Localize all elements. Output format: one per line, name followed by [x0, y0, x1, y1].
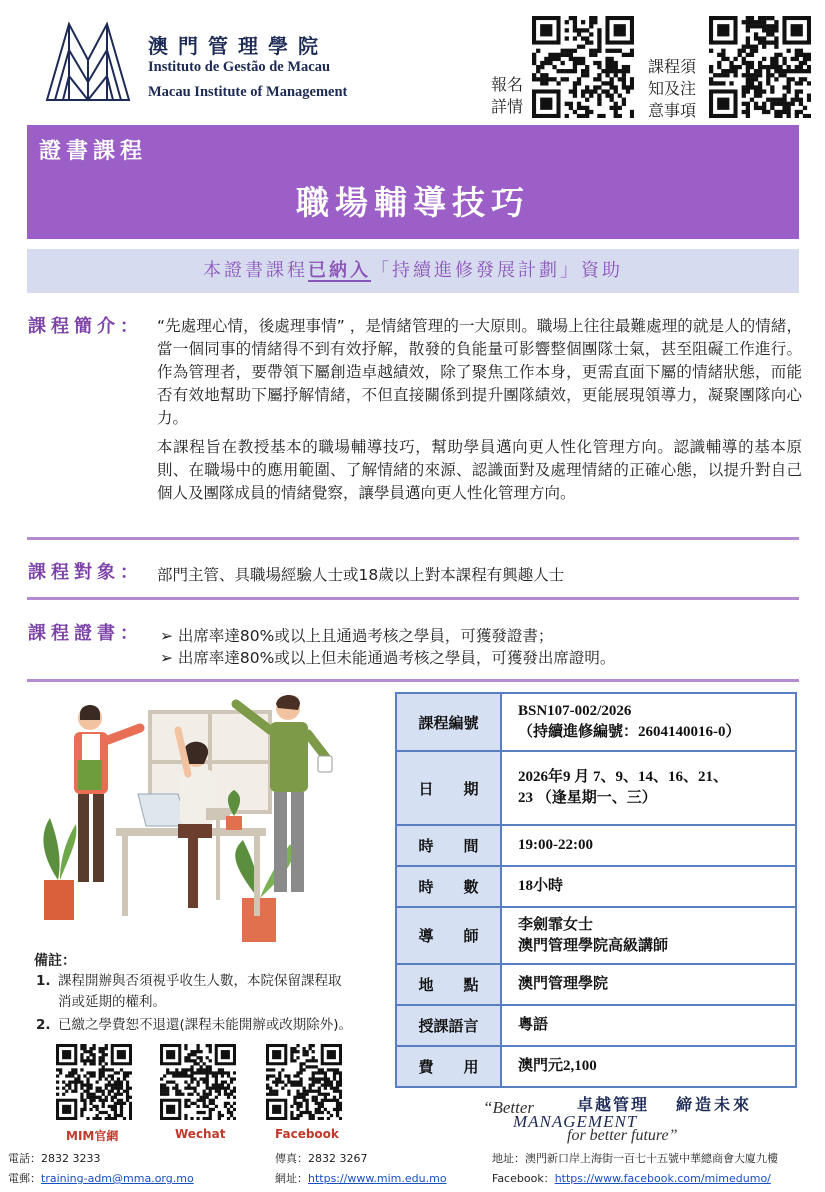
course-code-value: BSN107-002/2026 （持續進修編號：2604140016-0）: [501, 693, 796, 751]
table-row: [396, 866, 796, 907]
intro-label: 課程簡介：: [28, 316, 143, 337]
time-value: 19:00-22:00: [501, 825, 796, 866]
wechat-caption: Wechat: [175, 1127, 226, 1141]
facebook-qr-code-icon[interactable]: [266, 1044, 342, 1120]
footer-address: 地址：澳門新口岸上海街一百七十五號中華總商會大廈九樓: [492, 1152, 778, 1165]
language-key: 授課語言: [396, 1005, 501, 1046]
wechat-qr-code-icon[interactable]: [160, 1044, 236, 1120]
date-key: 日 期: [396, 751, 501, 825]
slogan-en-2: MANAGEMENT: [513, 1112, 638, 1131]
qr-notes-label: 課程須 知及注 意事項: [648, 57, 697, 120]
course-banner: [27, 125, 799, 239]
qr-register-label: 報名 詳情: [491, 75, 524, 116]
facebook-caption: Facebook: [275, 1127, 339, 1141]
course-title: 職場輔導技巧: [296, 183, 530, 222]
intro-paragraph-1: “先處理心情，後處理事情” ，是情緒管理的一大原則。職場上往往最難處理的就是人的情緒，當一個同事的情緒得不到有效抒解，散發的負能量可影響整個團隊士氣，甚至阻礙工作進行。作為管理者，要帶領下屬創造卓越績效，除了聚焦工作本身，更需直面下屬的情緒狀態，而能否有效地幫助下屬抒解情緒，不但直接關係到提升團隊績效，更能展現領導力，凝聚團隊向心力。: [157, 317, 802, 427]
venue-key: 地 點: [396, 964, 501, 1005]
note-item-2: 2. 已繳之學費恕不退還(課程未能開辦或改期除外)。: [36, 1017, 353, 1033]
slogan-zh-2: 締造未來: [676, 1095, 753, 1114]
funding-notice: 本證書課程已納入「持續進修發展計劃」資助: [27, 249, 799, 293]
footer-tel: 電話：2832 3233: [8, 1152, 101, 1165]
audience-label: 課程對象：: [28, 562, 143, 583]
footer-email: 電郵：training-adm@mma.org.mo: [8, 1172, 194, 1185]
section-divider: [27, 537, 799, 540]
slogan-en-1: “Better: [483, 1098, 534, 1117]
hours-value: 18小時: [501, 866, 796, 907]
hours-key: 時 數: [396, 866, 501, 907]
table-row: [396, 825, 796, 866]
register-qr-code-icon[interactable]: [532, 16, 634, 118]
footer-website: 網址：https://www.mim.edu.mo: [275, 1172, 447, 1185]
intro-paragraph-2: 本課程旨在教授基本的職場輔導技巧，幫助學員邁向更人性化管理方向。認識輔導的基本原則、在職場中的應用範圍、了解情緒的來源、認識面對及處理情緒的正確心態，以提升對自己個人及團隊成員的情緒覺察，讓學員邁向更人性化管理方向。: [157, 438, 802, 502]
table-row: [396, 693, 796, 751]
audience-text: 部門主管、具職場經驗人士或18歲以上對本課程有興趣人士: [157, 566, 565, 584]
section-divider: [27, 679, 799, 682]
footer-fax: 傳真：2832 3267: [275, 1152, 368, 1165]
certificate-label: 課程證書：: [28, 623, 143, 644]
table-row: [396, 964, 796, 1005]
org-name-pt: Instituto de Gestão de Macau: [148, 59, 331, 75]
office-team-illustration: [28, 690, 380, 955]
tutor-value: 李劍霏女士 澳門管理學院高級講師: [501, 907, 796, 964]
course-code-key: 課程編號: [396, 693, 501, 751]
language-value: 粵語: [501, 1005, 796, 1046]
org-name-en: Macau Institute of Management: [148, 84, 348, 100]
time-key: 時 間: [396, 825, 501, 866]
notes-title: 備註：: [34, 953, 76, 969]
certificate-item-1: ➢ 出席率達80%或以上且通過考核之學員，可獲發證書；: [160, 627, 554, 645]
table-row: [396, 751, 796, 825]
note-item-1: 1. 課程開辦與否須視乎收生人數，本院保留課程取 消或延期的權利。: [36, 973, 342, 1010]
table-row: [396, 1005, 796, 1046]
table-row: [396, 1046, 796, 1087]
course-info-table: [395, 692, 797, 1088]
footer-facebook: Facebook：https://www.facebook.com/mimedumo/: [492, 1172, 771, 1185]
tutor-key: 導 師: [396, 907, 501, 964]
course-type-tag: 證書課程: [39, 139, 148, 164]
org-name-zh: 澳門管理學院: [148, 34, 328, 58]
website-link[interactable]: https://www.mim.edu.mo: [308, 1172, 447, 1185]
email-link[interactable]: training-adm@mma.org.mo: [41, 1172, 194, 1185]
official-site-qr-code-icon[interactable]: [56, 1044, 132, 1120]
fee-key: 費 用: [396, 1046, 501, 1087]
facebook-link[interactable]: https://www.facebook.com/mimedumo/: [554, 1172, 771, 1185]
date-value: 2026年9 月 7、9、14、16、21、 23 （逢星期一、三）: [501, 751, 796, 825]
table-row: [396, 907, 796, 964]
certificate-item-2: ➢ 出席率達80%或以上但未能通過考核之學員，可獲發出席證明。: [160, 649, 616, 667]
mim-logo-icon: [43, 20, 133, 102]
section-divider: [27, 597, 799, 600]
slogan-en-3: for better future”: [567, 1127, 678, 1144]
fee-value: 澳門元2,100: [501, 1046, 796, 1087]
venue-value: 澳門管理學院: [501, 964, 796, 1005]
notes-qr-code-icon[interactable]: [709, 16, 811, 118]
official-site-caption: MIM官網: [66, 1129, 119, 1143]
slogan-zh-1: 卓越管理: [577, 1095, 650, 1114]
